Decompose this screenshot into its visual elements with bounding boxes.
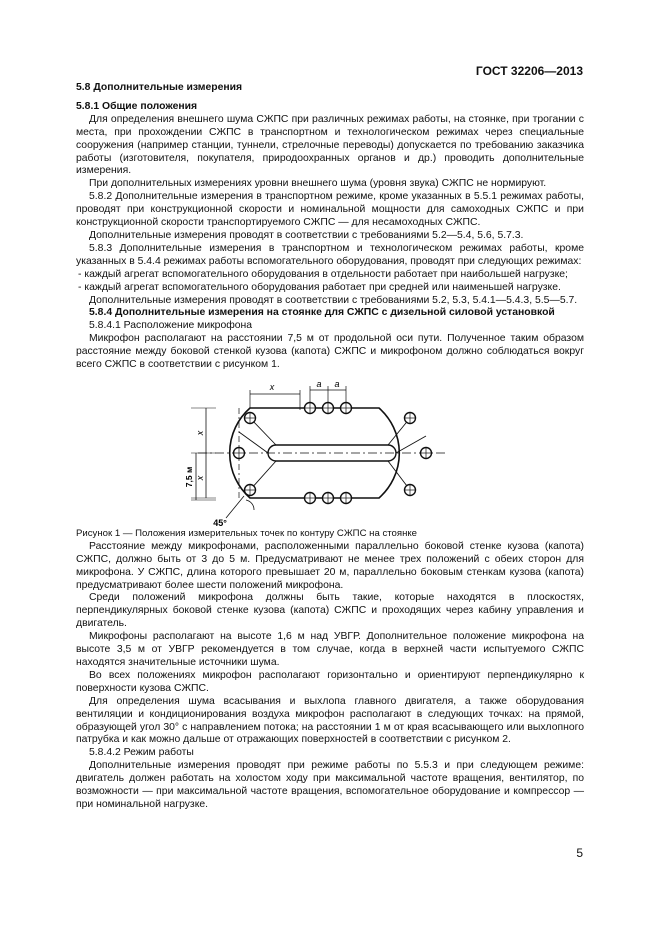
section-heading: 5.8 Дополнительные измерения xyxy=(76,82,243,93)
label-distance: 7,5 м xyxy=(184,466,194,488)
label-a: a xyxy=(334,378,340,389)
paragraph: Среди положений микрофона должны быть такие, которые находятся в плоскостях, перпендикулярных боковой стенке кузова (капота) СЖПС и проходящих через кабину управления и двигатель. xyxy=(76,592,584,630)
label-x-left: x xyxy=(195,475,205,481)
paragraph: Дополнительные измерения проводят в соответствии с требованиями 5.2, 5.3, 5.4.1—5.4.3, 5.5—5.7. xyxy=(89,294,578,306)
page-number: 5 xyxy=(576,846,583,860)
paragraph: При дополнительных измерениях уровни внешнего шума (уровня звука) СЖПС не нормируют. xyxy=(89,178,547,190)
paragraph: 5.8.4.1 Расположение микрофона xyxy=(89,320,253,332)
angle-marker xyxy=(226,496,254,518)
paragraph: 5.8.2 Дополнительные измерения в транспортном режиме, кроме указанных в 5.5.1 режимах работы, проводят при конструкционной скорости и номинальной мощности для самоходных СЖПС и при конструкционной скорости транспортируемого СЖПС — для несамоходных СЖПС. xyxy=(76,191,584,229)
label-angle: 45° xyxy=(213,517,227,528)
document-header: ГОСТ 32206—2013 xyxy=(475,64,583,78)
page-body xyxy=(76,82,584,812)
paragraph: Микрофон располагают на расстоянии 7,5 м от продольной оси пути. Полученное таким образом расстояние между боковой стенкой кузова (капота) СЖПС и микрофоном должно соблюдаться вокруг всего СЖПС в соответствии с рисунком 1. xyxy=(76,333,584,371)
paragraph: Для определения шума всасывания и выхлопа главного двигателя, а также оборудования вентиляции и кондиционирования воздуха микрофон располагают в следующих точках: на прямой, образующей угол 30° с направлением потока; на расстоянии 1 м от края всасывающего или выхлопного патрубка и как можно дальше от отражающих поверхностей в соответствии с рисунком 2. xyxy=(76,695,584,746)
section-heading: 5.8.1 Общие положения xyxy=(76,100,198,112)
paragraph: Во всех положениях микрофон располагают горизонтально и ориентируют перпендикулярно к поверхности кузова СЖПС. xyxy=(76,669,584,694)
list-item: - каждый агрегат вспомогательного оборудования в отдельности работает при наибольшей нагрузке; xyxy=(78,268,568,280)
paragraph: 5.8.3 Дополнительные измерения в транспортном и технологическом режимах работы, кроме указанных в 5.4.4 режимах работы вспомогательного оборудования, проводят при следующих режимах: xyxy=(76,242,584,267)
microphone-layout-diagram xyxy=(76,378,584,528)
label-a: a xyxy=(316,378,322,389)
figure-caption: Рисунок 1 — Положения измерительных точек по контуру СЖПС на стоянке xyxy=(76,527,418,539)
paragraph: Дополнительные измерения проводят при режиме работы по 5.5.3 и при следующем режиме: двигатель должен работать на холостом ходу при максимальной частоте вращения, вентилятор, по возможности — при максимальной частоте вращения, вспомогательное оборудование и компрессор — при номинальной нагрузке. xyxy=(76,760,584,810)
label-x-top: x xyxy=(269,381,275,392)
label-x-left: x xyxy=(195,430,205,436)
paragraph: Дополнительные измерения проводят в соответствии с требованиями 5.2—5.4, 5.6, 5.7.3. xyxy=(89,229,524,241)
figure-1 xyxy=(76,378,584,528)
list-item: - каждый агрегат вспомогательного оборудования работает при средней или наименьшей нагрузке. xyxy=(78,281,561,293)
paragraph: Для определения внешнего шума СЖПС при различных режимах работы, на стоянке, при трогании с места, при прохождении СЖПС в транспортном и технологическом режимах через специальные сооружения (например станции, туннели, стрелочные переводы) допускается по требованию заказчика работы (изготовителя, покупателя, природоохранных органов и др.) проводить дополнительные измерения. xyxy=(76,113,584,177)
paragraph: Расстояние между микрофонами, расположенными параллельно боковой стенке кузова (капота) СЖПС, должно быть от 3 до 5 м. Предусматривают не менее трех положений с обеих сторон для микрофона. У СЖПС, длина которого превышает 20 м, параллельно боковым стенкам кузова (капота) предусматривают более шести положений микрофона. xyxy=(76,540,584,591)
paragraph: Микрофоны располагают на высоте 1,6 м над УВГР. Дополнительное положение микрофона на высоте 3,5 м от УВГР рекомендуется в том случае, когда в верхней части испытуемого СЖПС находятся значительные источники шума. xyxy=(76,631,584,668)
paragraph: 5.8.4.2 Режим работы xyxy=(89,747,194,759)
subsection-heading: 5.8.4 Дополнительные измерения на стоянке для СЖПС с дизельной силовой установкой xyxy=(89,307,555,319)
